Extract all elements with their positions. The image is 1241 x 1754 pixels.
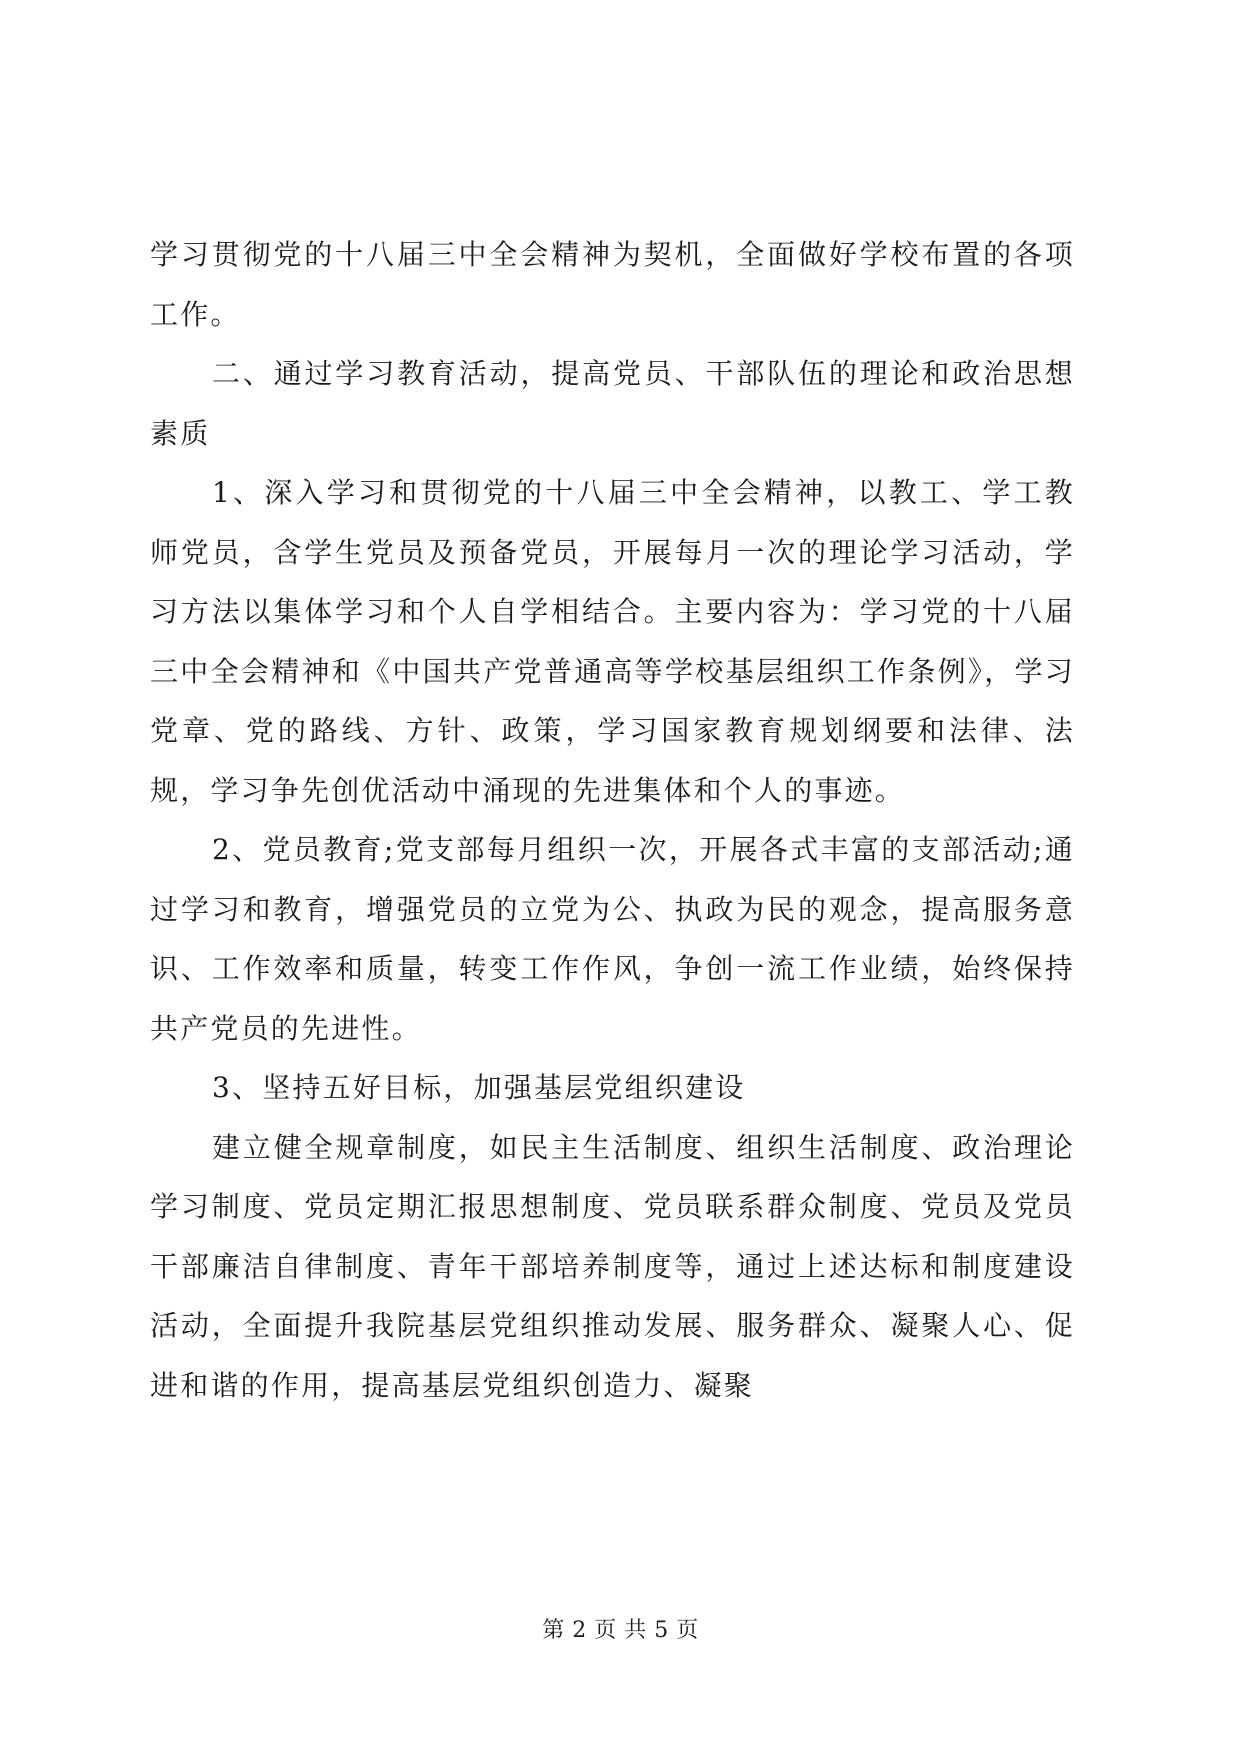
paragraph-item-2: 2、党员教育;党支部每月组织一次，开展各式丰富的支部活动;通过学习和教育，增强党员的立党为公、执政为民的观念，提高服务意识、工作效率和质量，转变工作作风，争创一流工作业绩，始终保持共产党员的先进性。 (150, 833, 1075, 1045)
paragraph-item-1: 1、深入学习和贯彻党的十八届三中全会精神，以教工、学工教师党员，含学生党员及预备党员，开展每月一次的理论学习活动，学习方法以集体学习和个人自学相结合。主要内容为：学习党的十八届三中全会精神和《中国共产党普通高等学校基层组织工作条例》，学习党章、党的路线、方针、政策，学习国家教育规划纲要和法律、法规，学习争先创优活动中涌现的先进集体和个人的事迹。 (150, 476, 1075, 807)
paragraph-item-3-heading: 3、坚持五好目标，加强基层党组织建设 (212, 1071, 746, 1104)
section-heading-2: 二、通过学习教育活动，提高党员、干部队伍的理论和政治思想素质 (150, 357, 1075, 450)
paragraph-regulations: 建立健全规章制度，如民主生活制度、组织生活制度、政治理论学习制度、党员定期汇报思想制度、党员联系群众制度、党员及党员干部廉洁自律制度、青年干部培养制度等，通过上述达标和制度建设活动，全面提升我院基层党组织推动发展、服务群众、凝聚人心、促进和谐的作用，提高基层党组织创造力、凝聚 (150, 1130, 1075, 1402)
paragraph-intro-continuation: 学习贯彻党的十八届三中全会精神为契机，全面做好学校布置的各项工作。 (150, 238, 1075, 331)
body-text (150, 225, 1075, 1415)
page-number-footer: 第 2 页 共 5 页 (542, 1618, 699, 1643)
